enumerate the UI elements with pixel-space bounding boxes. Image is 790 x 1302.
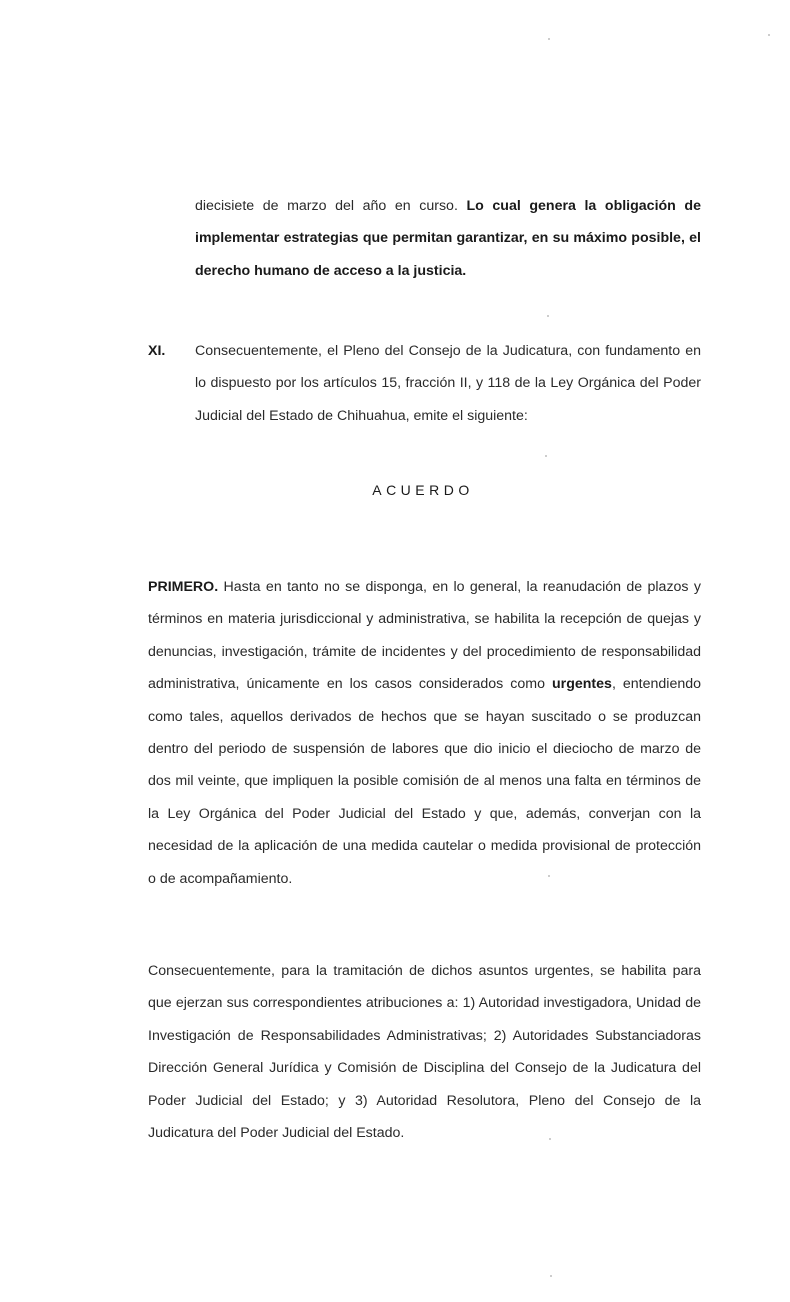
scan-speck	[550, 1275, 552, 1277]
scan-speck	[548, 38, 550, 40]
paragraph-continuation	[195, 190, 701, 287]
primero-paragraph	[148, 571, 701, 895]
primero-text-continued: , entendiendo como tales, aquellos derivados de hechos que se hayan suscitado o se produzcan dentro del periodo de suspensión de labores que dio inicio el dieciocho de marzo de dos mil veinte, que impliquen la posible comisión de al menos una falta en términos de la Ley Orgánica del Poder Judicial del Estado y que, además, converjan con la necesidad de la aplicación de una medida cautelar o medida provisional de protección o de acompañamiento.	[148, 676, 702, 887]
paragraph-text: diecisiete de marzo del año en curso.	[195, 198, 458, 214]
section-xi-paragraph: Consecuentemente, el Pleno del Consejo de la Judicatura, con fundamento en lo dispuesto por los artículos 15, fracción II, y 118 de la Ley Orgánica del Poder Judicial del Estado de Chihuahua, emite el siguiente:	[195, 343, 701, 424]
scan-speck	[547, 315, 549, 317]
scan-speck	[548, 875, 550, 877]
primero-label: PRIMERO.	[148, 579, 219, 595]
scan-speck	[549, 1138, 551, 1140]
paragraph-bold-text: Lo cual genera la obligación de implementar estrategias que permitan garantizar, en su máximo posible, el derecho humano de acceso a la justicia.	[195, 198, 701, 279]
scan-speck	[768, 34, 770, 36]
document-heading: ACUERDO	[372, 482, 474, 498]
final-paragraph: Consecuentemente, para la tramitación de dichos asuntos urgentes, se habilita para que ejerzan sus correspondientes atribuciones a: 1) Autoridad investigadora, Unidad de Investigación de Responsabilidades Administrativas; 2) Autoridades Substanciadoras Dirección General Jurídica y Comisión de Disciplina del Consejo de la Judicatura del Poder Judicial del Estado; y 3) Autoridad Resolutora, Pleno del Consejo de la Judicatura del Poder Judicial del Estado.	[148, 963, 701, 1142]
urgentes-emphasis: urgentes	[552, 676, 612, 693]
primero-text: Hasta en tanto no se disponga, en lo general, la reanudación de plazos y términos en materia jurisdiccional y administrativa, se habilita la recepción de quejas y denuncias, investigación, trámite de incidentes y del procedimiento de responsabilidad administrativa, únicamente en los casos considerados como	[148, 579, 701, 693]
section-number: XI.	[148, 343, 166, 359]
scan-speck	[545, 455, 547, 457]
